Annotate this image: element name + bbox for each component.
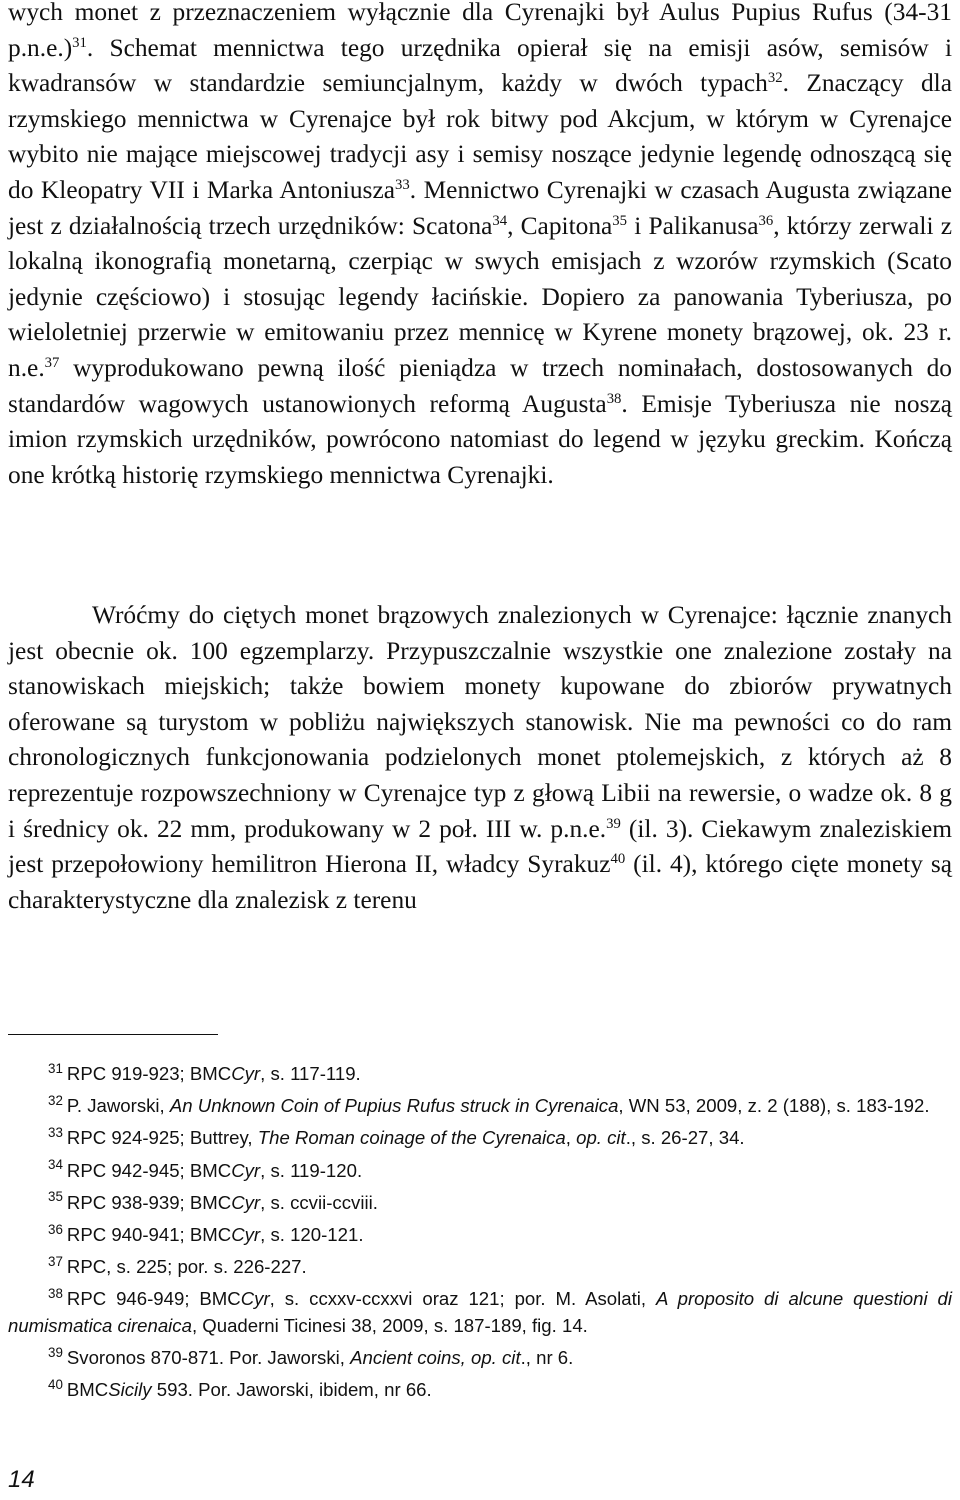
footnote-number: 39 — [48, 1344, 63, 1360]
footnote-ref-40[interactable]: 40 — [610, 851, 626, 868]
footnote-number: 37 — [48, 1253, 63, 1269]
footnote-35 — [8, 1190, 952, 1216]
document-page — [8, 0, 952, 1500]
footnote-31 — [8, 1061, 952, 1087]
text-run: RPC 919-923; BMC — [66, 1063, 232, 1084]
footnote-ref-38[interactable]: 38 — [606, 390, 622, 407]
text-run: , WN 53, 2009, z. 2 (188), s. 183-192. — [618, 1095, 930, 1117]
text-run: RPC 942-945; BMC — [66, 1159, 232, 1181]
italic-run: The Roman coinage of the Cyrenaica — [257, 1127, 566, 1149]
footnote-32 — [8, 1093, 952, 1119]
footnote-39 — [8, 1345, 952, 1371]
footnote-number: 36 — [48, 1221, 63, 1237]
footnote-ref-37[interactable]: 37 — [44, 354, 60, 371]
text-run: . Schemat mennictwa tego urzędnika opierał się na emisji asów, semisów i kwadransów w standardzie semiuncjalnym, każdy w dwóch typach — [8, 33, 952, 98]
text-run: (il. 4), którego cięte monety są charakterystyczne dla znalezisk z terenu — [8, 850, 952, 914]
footnote-ref-33[interactable]: 33 — [394, 176, 410, 193]
text-run: , którzy zerwali z lokalną ikonografią monetarną, czerpiąc w swych emisjach z wzorów rzymskich (Scato jedynie częściowo) i stosując legendy łacińskie. Dopiero za panowania Tyberiusza, po wieloletniej przerwie w emitowaniu przez mennicę w Kyrene monety brązowej, ok. 23 r. n.e. — [8, 211, 952, 382]
text-run: , s. 119-120. — [260, 1159, 363, 1181]
text-run: RPC 940-941; BMC — [66, 1224, 232, 1246]
footnote-36 — [8, 1222, 952, 1248]
footnote-ref-35[interactable]: 35 — [612, 212, 628, 229]
footnote-34 — [8, 1158, 952, 1184]
footnote-separator — [8, 1034, 218, 1035]
body-paragraph-2 — [8, 598, 952, 918]
footnote-38 — [8, 1286, 952, 1339]
text-run: RPC 946-949; BMC — [66, 1288, 241, 1310]
italic-run: Sicily — [108, 1379, 152, 1401]
footnote-number: 38 — [48, 1286, 63, 1302]
footnote-ref-36[interactable]: 36 — [758, 212, 774, 229]
footnote-number: 35 — [48, 1189, 63, 1205]
text-run: , s. 120-121. — [260, 1224, 364, 1246]
text-run: RPC 924-925; Buttrey, — [66, 1127, 258, 1149]
text-run: , — [565, 1127, 577, 1149]
footnote-33 — [8, 1125, 952, 1151]
footnote-40 — [8, 1377, 952, 1403]
body-paragraph-1 — [8, 0, 952, 493]
footnote-number: 40 — [48, 1376, 63, 1392]
footnote-number: 31 — [48, 1060, 63, 1076]
text-run: , s. ccvii-ccviii. — [260, 1191, 378, 1213]
italic-run: Cyr — [240, 1288, 270, 1310]
text-run: (il. 3). Ciekawym znaleziskiem jest przepołowiony hemilitron Hierona II, władcy Syrakuz — [8, 814, 953, 879]
footnote-ref-39[interactable]: 39 — [606, 815, 621, 832]
text-run: RPC 938-939; BMC — [66, 1191, 232, 1213]
italic-run: Cyr — [231, 1063, 261, 1084]
page-number: 14 — [8, 1466, 35, 1493]
text-run: Svoronos 870-871. Por. Jaworski, — [66, 1347, 351, 1369]
text-run: . Znaczący dla rzymskiego mennictwa w Cyrenajce był rok bitwy pod Akcjum, w którym w Cyrenajce wybito nie mające miejscowej tradycji asy i semisy noszące jedynie legendę odnoszącą się do Kleopatry VII i Marka Antoniusza — [8, 69, 953, 204]
italic-run: op. cit — [576, 1127, 626, 1149]
italic-run: Cyr — [231, 1191, 261, 1213]
footnote-ref-34[interactable]: 34 — [492, 212, 508, 229]
italic-run: A proposito di alcune questioni di numismatica cirenaica — [8, 1288, 952, 1336]
text-run: BMC — [66, 1379, 109, 1401]
text-run: , s. ccxxv-ccxxvi oraz 121; por. M. Asolati, — [269, 1288, 656, 1310]
text-run: . Mennictwo Cyrenajki w czasach Augusta związane jest z działalnością trzech urzędników: Scatona — [8, 175, 952, 240]
text-run: wyprodukowano pewną ilość pieniądza w trzech nominałach, dostosowanych do standardów wagowych ustanowionych reformą Augusta — [8, 353, 952, 418]
text-run: P. Jaworski, — [66, 1095, 170, 1117]
text-run: RPC, s. 225; por. s. 226-227. — [66, 1256, 307, 1278]
text-run: i Palikanusa — [627, 211, 759, 240]
italic-run: Cyr — [231, 1159, 261, 1181]
italic-run: Ancient coins, op. cit — [350, 1347, 521, 1369]
text-run: , Quaderni Ticinesi 38, 2009, s. 187-189, fig. 14. — [191, 1314, 588, 1336]
footnotes — [8, 1061, 952, 1409]
italic-run: An Unknown Coin of Pupius Rufus struck in Cyrenaica — [169, 1095, 619, 1117]
text-run: Wróćmy do ciętych monet brązowych znalezionych w Cyrenajce: łącznie znanych jest obecnie ok. 100 egzemplarzy. Przypuszczalnie wszystkie one znalezione zostały na stanowiskach miejskich; także bowiem monety kupowane do zbiorów prywatnych oferowane są turystom w pobliżu największych stanowisk. Nie ma pewności co do ram chronologicznych funkcjonowania podzielonych monet ptolemejskich, z których aż 8 reprezentuje rozpowszechniony w Cyrenajce typ z głową Libii na rewersie, o wadze ok. 8 g i średnicy ok. 22 mm, produkowany w 2 poł. III w. p.n.e. — [8, 601, 952, 843]
footnote-number: 33 — [48, 1125, 63, 1141]
footnote-number: 32 — [48, 1092, 63, 1108]
footnote-number: 34 — [48, 1157, 63, 1173]
text-run: , Capitona — [507, 211, 613, 240]
text-run: . Emisje Tyberiusza nie noszą imion rzymskich urzędników, powrócono natomiast do legend w języku greckim. Kończą one krótką historię rzymskiego mennictwa Cyrenajki. — [8, 389, 952, 489]
text-run: , s. 117-119. — [260, 1063, 361, 1084]
text-run: wych monet z przeznaczeniem wyłącznie dla Cyrenajki był Aulus Pupius Rufus (34-31 p.n.e.) — [8, 0, 952, 62]
text-run: 593. Por. Jaworski, ibidem, nr 66. — [151, 1379, 432, 1401]
text-run: ., nr 6. — [520, 1347, 574, 1369]
footnote-ref-31[interactable]: 31 — [72, 34, 87, 51]
footnote-37 — [8, 1254, 952, 1280]
footnote-ref-32[interactable]: 32 — [767, 70, 783, 87]
text-run: ., s. 26-27, 34. — [625, 1127, 745, 1149]
italic-run: Cyr — [231, 1224, 261, 1246]
